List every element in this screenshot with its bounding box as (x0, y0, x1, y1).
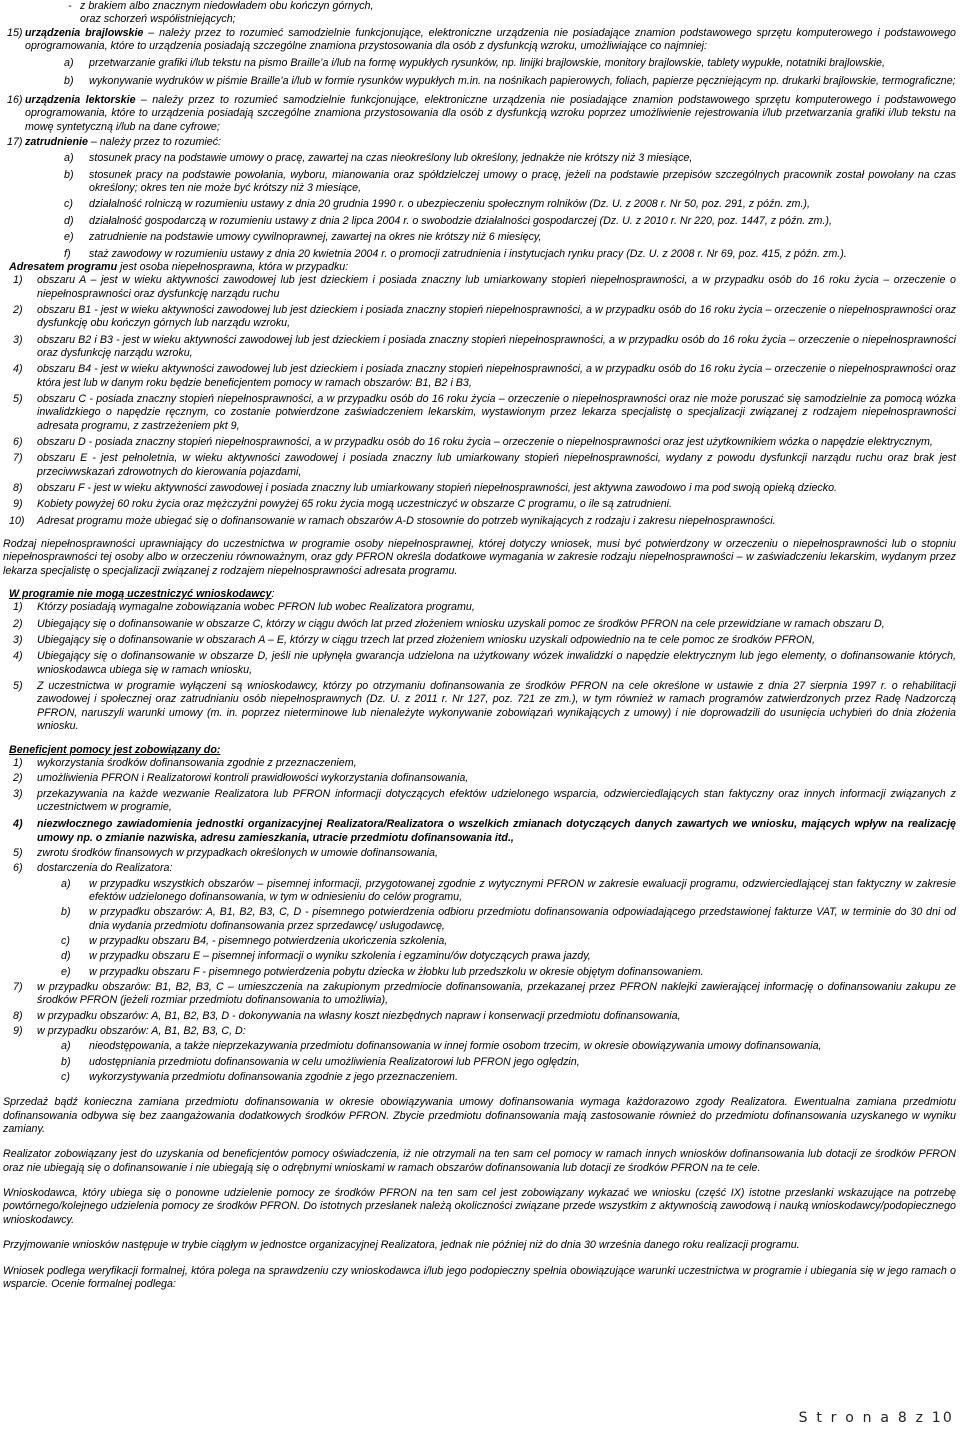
adresat-intro: jest osoba niepełnosprawna, która w przypadku: (117, 260, 349, 273)
item-text: Kobiety powyżej 60 roku życia oraz mężczyźni powyżej 65 roku życia mogą uczestniczyć w obszarze C programu, o ile są zatrudnieni. (37, 498, 672, 511)
item-text: wykorzystania środków dofinansowania zgodnie z przeznaczeniem, (37, 756, 357, 769)
definition-17-b (9, 169, 956, 196)
beneficiary-section (9, 744, 956, 1085)
exclusion-item (9, 618, 956, 631)
item-text: obszaru E - jest pełnoletnia, w wieku aktywności zawodowej i posiada znaczny lub umiarkowany stopień niepełnosprawności, wydany z powodu dysfunkcji narządu ruchu oraz brak jest przeciwwskazań zdrowotnych do kierowania pojazdami, (37, 452, 956, 478)
sub-text: w przypadku wszystkich obszarów – pisemnej informacji, przygotowanej zgodnie z wytycznymi PFRON w zakresie ewaluacji programu, odzwierciedlającej stan faktyczny w zakresie efektów udzielonego dofinansowania, w tym w odniesieniu do celów programu, (89, 877, 956, 903)
sub-label: e) (64, 231, 74, 244)
sub-label: a) (64, 152, 74, 165)
definition-number: 15) (7, 26, 23, 39)
sub-text: stosunek pracy na podstawie powołania, wyboru, mianowania oraz spółdzielczej umowy o pracę, jeżeli na podstawie przepisów szczególnych pracownik został powołany na czas określony; okres ten nie może być krótszy niż 3 miesiące, (89, 168, 956, 195)
dash-label: - (68, 0, 72, 12)
intro-text-1: z brakiem albo znacznym niedowładem obu kończyn górnych, (80, 0, 374, 12)
item-number: 6) (13, 862, 23, 875)
item-number: 2) (13, 617, 23, 630)
sub-label: d) (64, 214, 74, 227)
beneficiary-sub-item (9, 950, 956, 963)
item-text: zwrotu środków finansowych w przypadkach określonych w umowie dofinansowania, (37, 846, 438, 859)
item-number: 8) (13, 1009, 23, 1022)
beneficiary-item (9, 1010, 956, 1023)
item-text: w przypadku obszarów: A, B1, B2, B3, D - dokonywania na własny koszt niezbędnych napraw i konserwacji przedmiotu dofinansowania, (37, 1009, 681, 1022)
definition-text: – należy przez to rozumieć samodzielnie funkcjonujące, elektroniczne urządzenia nie posiadające znamion podstawowego sprzętu komputerowego i podstawowego oprogramowania, które to urządzenia posiadają szczególne znamiona przystosowania dla osób z dysfunkcją wzroku poprzez umożliwienie rejestrowania i/lub przetwarzania grafiki i/lub tekstu na mowę syntetyczną i/lub na dane cyfrowe; (25, 94, 957, 133)
sub-label: b) (64, 74, 74, 87)
sub-label: b) (61, 1055, 71, 1068)
adresat-item (9, 498, 956, 511)
adresat-item (9, 436, 956, 449)
item-text: obszaru C - posiada znaczny stopień niepełnosprawności, a w przypadku osób do 16 roku życia – orzeczenie o niepełnosprawności oraz nie może poruszać się samodzielnie za pomocą wózka inwalidzkiego o napędzie ręcznym, co zostanie potwierdzone zaświadczeniem lekarskim, wystawionym przez lekarza specjalistę o specjalizacji związanej z rodzajem niepełnosprawności adresata programu, z zastrzeżeniem pkt 9, (37, 392, 956, 432)
sub-label: b) (61, 906, 71, 919)
definition-15 (9, 27, 956, 54)
adresat-heading (9, 261, 956, 274)
item-number: 7) (13, 981, 23, 993)
item-text: Z uczestnictwa w programie wyłączeni są wnioskodawcy, którzy po otrzymaniu dofinansowania ze środków PFRON na cele określone w ustawie z dnia 27 sierpnia 1997 r. o rehabilitacji zawodowej i społecznej oraz zatrudnianiu osób niepełnosprawnych (Dz. U. z 2011 r. Nr 127, poz. 721 ze zm.), w tym również w ramach programów zatwierdzonych przez Radę Nadzorczą PFRON, naruszyli warunki umowy (m. in. poprzez nieterminowe lub nienależyte wykonywanie zobowiązań wynikających z umowy) i nie doprowadzili do usunięcia uchybień do dnia złożenia wniosku. (37, 680, 956, 733)
definition-text: – należy przez to rozumieć samodzielnie funkcjonujące, elektroniczne urządzenia nie posiadające znamion podstawowego sprzętu komputerowego i podstawowego oprogramowania, które to urządzenia posiadają szczególne znamiona przystosowania dla osób z dysfunkcją wzroku, umożliwiające co najmniej: (25, 26, 956, 53)
item-text: umożliwienia PFRON i Realizatorowi kontroli prawidłowości wykorzystania dofinansowania, (37, 772, 469, 785)
beneficiary-sub-item (9, 878, 956, 905)
item-text: dostarczenia do Realizatora: (37, 862, 173, 875)
beneficiary-item (9, 847, 956, 860)
sub-label: c) (61, 934, 70, 947)
beneficiary-heading: Beneficjent pomocy jest zobowiązany do: (9, 743, 221, 756)
item-text: Którzy posiadają wymagalne zobowiązania wobec PFRON lub wobec Realizatora programu, (37, 601, 475, 614)
sub-text: wykonywanie wydruków w piśmie Braille’a i/lub w formie rysunków wypukłych m.in. na nośnikach papierowych, foliach, papierze pęczniejącym np. drukarki brajlowskie, termograficzne; (89, 74, 956, 87)
sub-label: c) (61, 1071, 70, 1084)
definition-text: – należy przez to rozumieć: (87, 136, 222, 149)
item-text: w przypadku obszarów: A, B1, B2, B3, C, D: (37, 1025, 246, 1038)
beneficiary-sub-item (9, 935, 956, 948)
sub-text: w przypadku obszaru E – pisemnej informacji o wyniku szkolenia i egzaminu/ów dotyczących prawa jazdy, (89, 950, 591, 963)
intro-line-1 (68, 0, 950, 13)
definition-17 (9, 136, 956, 149)
closing-paragraph-deadline: Przyjmowanie wniosków następuje w trybie ciągłym w jednostce organizacyjnej Realizatora, jednak nie później niż do dnia 30 września danego roku realizacji programu. (3, 1239, 800, 1252)
item-number: 5) (13, 680, 23, 693)
exclusions-colon: : (271, 588, 275, 601)
sub-label: d) (61, 950, 71, 963)
definition-17-f (9, 248, 956, 261)
definition-17-d (9, 215, 956, 228)
item-number: 7) (13, 452, 23, 465)
definition-term: zatrudnienie (25, 136, 88, 149)
item-text: obszaru B4 - jest w wieku aktywności zawodowej lub jest dzieckiem i posiada znaczny stopień niepełnosprawności, a w przypadku osób do 16 roku życia – orzeczenie o niepełnosprawności oraz która jest lub w danym roku będzie beneficjentem pomocy w ramach obszarów: B1, B2 i B3, (37, 363, 956, 389)
beneficiary-sub-item (9, 966, 956, 979)
closing-paragraph-repeat: Wnioskodawca, który ubiega się o ponowne udzielenie pomocy ze środków PFRON na ten sam cel jest zobowiązany wykazać we wniosku (część IX) istotne przesłanki wskazujące na potrzebę powtórnego/kolejnego udzielenia pomocy ze środków PFRON. Do istotnych przesłanek należą okoliczności związane przede wszystkim z aktywnością zawodową i nauką wnioskodawcy/podopiecznego wnioskodawcy. (3, 1187, 956, 1226)
closing-paragraph-verification: Wniosek podlega weryfikacji formalnej, która polega na sprawdzeniu czy wnioskodawca i/lub jego podopieczny spełnia obowiązujące warunki uczestnictwa w programie i ubiegania się w jego ramach o wsparcie. Ocenie formalnej podlega: (3, 1264, 956, 1290)
beneficiary-sub-item (9, 1040, 956, 1053)
item-number: 4) (13, 818, 23, 831)
sub-text: w przypadku obszarów: A, B1, B2, B3, C, D - pisemnego potwierdzenia odbioru przedmiotu dofinansowania odpowiadającego przedstawionej fakturze VAT, w terminie do 30 dni od dnia wydania przedmiotu dofinansowania przez sprzedawcę/ usługodawcę, (89, 906, 956, 932)
intro-text-2: oraz schorzeń współistniejących; (80, 13, 236, 26)
exclusion-item (9, 601, 956, 614)
item-number: 6) (13, 435, 23, 448)
intro-line-2 (80, 13, 950, 26)
beneficiary-item (9, 818, 956, 845)
exclusions-section (9, 588, 956, 733)
beneficiary-sub-item (9, 1056, 956, 1069)
item-number: 8) (13, 482, 23, 494)
adresat-item (9, 482, 956, 495)
beneficiary-sub-item (9, 1071, 956, 1084)
adresat-item (9, 515, 956, 528)
sub-label: f) (64, 247, 71, 260)
sub-label: c) (64, 198, 73, 211)
definition-17-a (9, 152, 956, 165)
beneficiary-sub-item (9, 906, 956, 933)
closing-paragraph-sale: Sprzedaż bądź konieczna zamiana przedmiotu dofinansowania w okresie obowiązywania umowy dofinansowania wymaga każdorazowo zgody Realizatora. Ewentualna zamiana przedmiotu dofinansowania odbywa się bez zaangażowania dodatkowych środków PFRON. Zbycie przedmiotu dofinansowania mają zastosowanie również do przedmiotu dofinansowania uzyskanego w wyniku zamiany. (3, 1096, 956, 1136)
sub-text: w przypadku obszaru B4, - pisemnego potwierdzenia ukończenia szkolenia, (89, 934, 448, 947)
definition-17-c (9, 198, 956, 211)
item-number: 1) (13, 601, 23, 614)
beneficiary-item (9, 981, 956, 1008)
definition-17-subs (9, 152, 956, 260)
item-text: przekazywania na każde wezwanie Realizatora lub PFRON informacji dotyczących efektów udzielonego wsparcia, odzwierciedlających stan faktyczny oraz innych informacji związanych z uczestnictwem w programie, (37, 787, 956, 813)
sub-label: a) (64, 57, 74, 70)
definitions-block (9, 27, 956, 261)
definition-15-a (9, 57, 956, 70)
exclusions-heading: W programie nie mogą uczestniczyć wnioskodawcy (9, 588, 272, 601)
item-text: Ubiegający się o dofinansowanie w obszarze C, którzy w ciągu dwóch lat przed złożeniem wniosku uzyskali pomoc ze środków PFRON na cele przewidziane w ramach obszaru D, (37, 617, 885, 630)
item-number: 10) (9, 514, 25, 527)
item-text: Ubiegający się o dofinansowanie w obszarach A – E, którzy w ciągu trzech lat przed złożeniem wniosku uzyskali odpowiednio na te cele pomoc ze środków PFRON, (37, 634, 815, 647)
sub-text: wykorzystywania przedmiotu dofinansowania zgodnie z jego przeznaczeniem. (89, 1071, 458, 1084)
sub-label: a) (61, 877, 71, 890)
item-number: 5) (13, 846, 23, 859)
definition-number: 16) (7, 94, 23, 107)
item-number: 3) (13, 333, 23, 346)
item-text: obszaru B2 i B3 - jest w wieku aktywności zawodowej lub jest dzieckiem i posiada znaczny stopień niepełnosprawności, a w przypadku osób do 16 roku życia – orzeczenie o niepełnosprawności oraz dysfunkcję narządu wzroku, (37, 333, 956, 359)
item-text: obszaru F - jest w wieku aktywności zawodowej i posiada znaczny lub umiarkowany stopień niepełnosprawności, jest aktywna zawodowo i ma pod swoją opieką dziecko. (37, 482, 837, 494)
item-number: 1) (13, 274, 23, 287)
item-text: obszaru A – jest w wieku aktywności zawodowej lub jest dzieckiem i posiada znaczny lub umiarkowany stopień niepełnosprawności, a w przypadku osób do 16 roku życia – orzeczenie o niepełnosprawności oraz dysfunkcję narządu ruchu (37, 274, 956, 300)
sub-text: działalność rolniczą w rozumieniu ustawy z dnia 20 grudnia 1990 r. o ubezpieczeniu społecznym rolników (Dz. U. z 2008 r. Nr 50, poz. 291, z późn. zm.), (89, 198, 810, 211)
rodzaj-paragraph: Rodzaj niepełnosprawności uprawniający do uczestnictwa w programie osoby niepełnosprawnej, której dotyczy wniosek, musi być potwierdzony w orzeczeniu o niepełnosprawności lub o stopniu niepełnosprawności tej osoby albo w orzeczeniu równoważnym, oraz gdy PFRON określa dodatkowe wymagania w zakresie rodzaju niepełnosprawności – w zaświadczeniu lekarskim, wydanym przez lekarza specjalistę o specjalizacji związanej z rodzajem niepełnosprawności adresata programu. (3, 538, 956, 577)
adresat-item (9, 363, 956, 390)
item-number: 3) (13, 787, 23, 800)
exclusion-item (9, 650, 956, 677)
item-text: niezwłocznego zawiadomienia jednostki organizacyjnej Realizatora/Realizatora o wszelkich zmianach dotyczących danych zawartych we wniosku, mających wpływ na realizację umowy np. o zmianie nazwiska, adresu zamieszkania, utracie przedmiotu dofinansowania itd., (37, 818, 956, 844)
definition-number: 17) (7, 136, 23, 149)
item-number: 5) (13, 392, 23, 405)
sub-label: e) (61, 965, 71, 978)
item-text: obszaru B1 - jest w wieku aktywności zawodowej lub jest dzieckiem i posiada znaczny stopień niepełnosprawności, a w przypadku osób do 16 roku życia – orzeczenie o niepełnosprawności oraz dysfunkcję obu kończyn górnych lub narządu wzroku, (37, 303, 956, 330)
adresat-item (9, 452, 956, 479)
sub-text: stosunek pracy na podstawie umowy o pracę, zawartej na czas nieokreślony lub określony, jednakże nie krótszy niż 3 miesiące, (89, 152, 693, 165)
item-number: 9) (13, 498, 23, 511)
sub-text: zatrudnienie na podstawie umowy cywilnoprawnej, zawartej na okres nie krótszy niż 6 miesięcy, (89, 231, 542, 244)
item-text: Adresat programu może ubiegać się o dofinansowanie w ramach obszarów A-D stosownie do potrzeb wynikających z rodzaju i zakresu niepełnosprawności. (37, 514, 776, 527)
sub-text: w przypadku obszaru F - pisemnego potwierdzenia pobytu dziecka w żłobku lub przedszkolu w okresie objętym dofinansowaniem. (89, 965, 704, 978)
sub-text: udostępniania przedmiotu dofinansowania w celu umożliwienia Realizatorowi lub PFRON jego oględzin, (89, 1055, 580, 1068)
item-number: 3) (13, 634, 23, 647)
beneficiary-item (9, 772, 956, 785)
sub-text: staż zawodowy w rozumieniu ustawy z dnia 20 kwietnia 2004 r. o promocji zatrudnienia i instytucjach rynku pracy (Dz. U. z 2008 r. Nr 69, poz. 415, z późn. zm.). (89, 247, 847, 260)
definition-15-b (9, 75, 956, 88)
adresat-section (9, 261, 956, 528)
definition-term: urządzenia lektorskie (25, 94, 136, 107)
beneficiary-item (9, 862, 956, 875)
adresat-term: Adresatem programu (9, 260, 118, 273)
item-number: 2) (13, 303, 23, 316)
closing-paragraph-realizator: Realizator zobowiązany jest do uzyskania od beneficjentów pomocy oświadczenia, iż nie otrzymali na ten sam cel pomocy w ramach innych wniosków dofinansowania lub dotacji ze środków PFRON oraz nie ubiegają się o dofinansowanie i nie ubiegają się o odrębnymi wnioskami w ramach obszarów dofinansowania lub dotacji ze środków PFRON na te cele. (3, 1148, 956, 1174)
beneficiary-item (9, 757, 956, 770)
definition-term: urządzenia brajlowskie (25, 26, 144, 39)
adresat-item (9, 393, 956, 433)
adresat-item (9, 334, 956, 361)
item-number: 1) (13, 756, 23, 769)
definition-17-e (9, 231, 956, 244)
item-number: 4) (13, 363, 23, 376)
sub-label: a) (61, 1040, 71, 1053)
adresat-item (9, 274, 956, 301)
item-number: 2) (13, 772, 23, 785)
intro-continuation (68, 0, 950, 27)
exclusions-heading-row (9, 588, 956, 601)
exclusion-item (9, 634, 956, 647)
sub-text: działalność gospodarczą w rozumieniu ustawy z dnia 2 lipca 2004 r. o swobodzie działalności gospodarczej (Dz. U. z 2010 r. Nr 220, poz. 1447, z późn. zm.), (89, 214, 832, 227)
beneficiary-item (9, 1025, 956, 1038)
item-number: 9) (13, 1025, 23, 1038)
sub-text: nieodstępowania, a także nieprzekazywania przedmiotu dofinansowania w innej formie osobom trzecim, w okresie obowiązywania umowy dofinansowania, (89, 1040, 822, 1053)
exclusion-item (9, 680, 956, 733)
definition-16 (9, 94, 956, 134)
adresat-item (9, 304, 956, 331)
item-text: Ubiegający się o dofinansowanie w obszarze D, jeśli nie upłynęła gwarancja udzielona na użytkowany wózek inwalidzki o napędzie elektrycznym lub jego elementy, o dofinansowanie których, wnioskodawca ubiega się w ramach wniosku, (37, 650, 956, 676)
item-text: obszaru D - posiada znaczny stopień niepełnosprawności, a w przypadku osób do 16 roku życia – orzeczenie o niepełnosprawności oraz jest użytkownikiem wózka o napędzie elektrycznym, (37, 435, 933, 448)
beneficiary-item (9, 788, 956, 815)
page-number: S t r o n a 8 z 10 (798, 1410, 954, 1426)
item-text: w przypadku obszarów: B1, B2, B3, C – umieszczenia na zakupionym przedmiocie dofinansowania, przekazanej przez PFRON naklejki zawierającej informację o dofinansowaniu zakupu ze środków PFRON (jeżeli rozmiar przedmiotu dofinansowania to umożliwia), (37, 981, 956, 1007)
sub-text: przetwarzanie grafiki i/lub tekstu na pismo Braille’a i/lub na formę wypukłych rysunków, np. linijki brajlowskie, monitory brajlowskie, tablety wypukłe, notatniki brajlowskie, (89, 57, 885, 70)
sub-label: b) (64, 168, 74, 181)
item-number: 4) (13, 650, 23, 663)
